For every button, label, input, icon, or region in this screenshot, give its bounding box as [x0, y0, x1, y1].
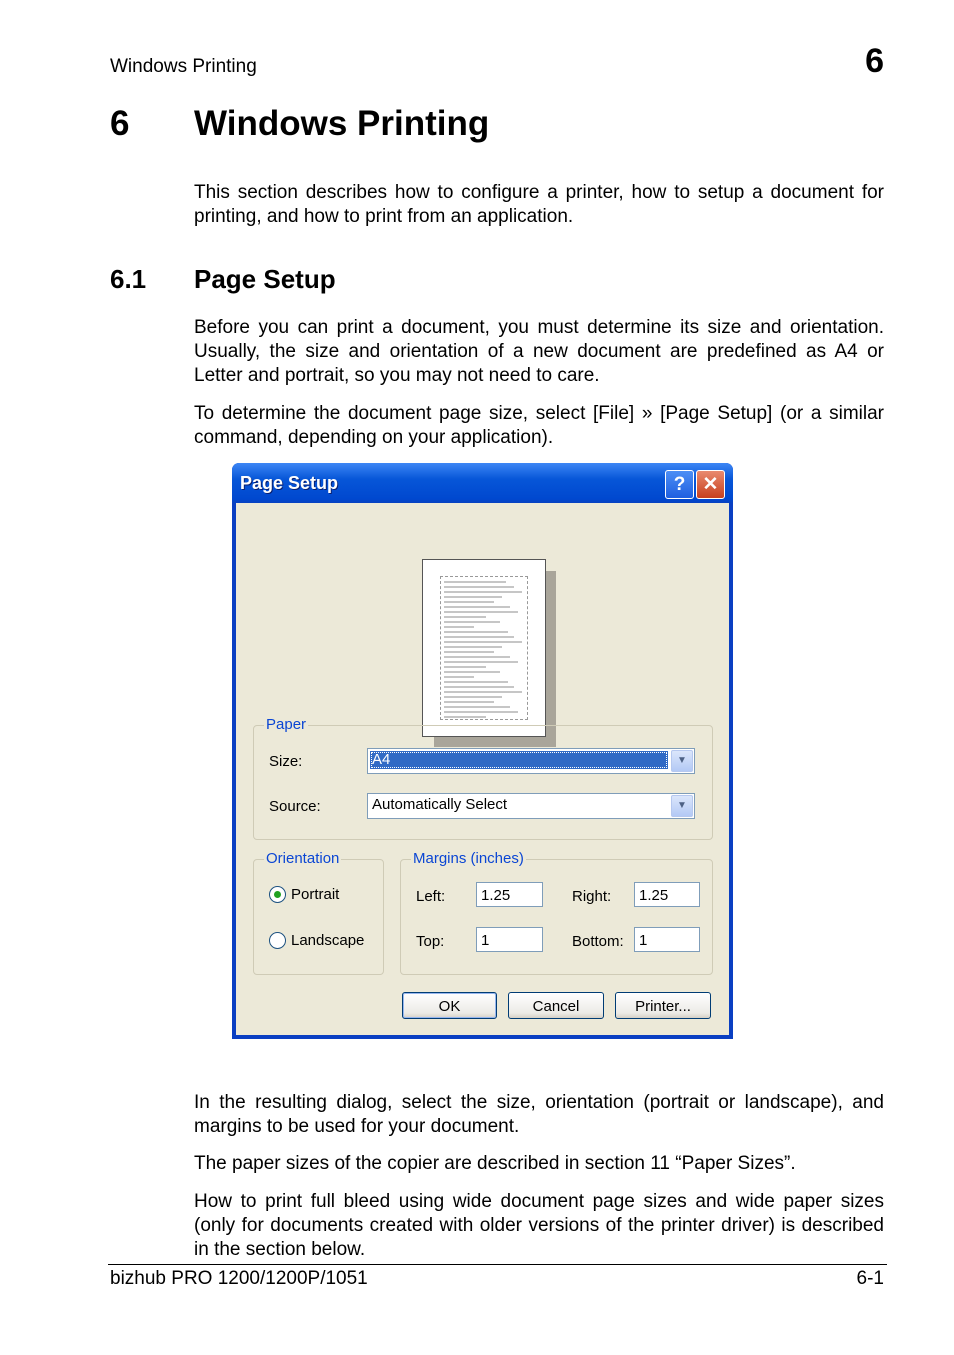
paper-group	[253, 716, 713, 840]
page-setup-dialog	[232, 463, 733, 1039]
paragraph-resulting-dialog: In the resulting dialog, select the size, orientation (portrait or landscape), and margins to be used for your document.	[194, 1092, 884, 1137]
cancel-button[interactable]: Cancel	[508, 992, 604, 1019]
preview-text-line	[444, 651, 494, 653]
preview-text-line	[444, 611, 518, 613]
preview-text-line	[444, 681, 508, 683]
paragraph-full-bleed: How to print full bleed using wide document page sizes and wide paper sizes (only for documents created with older versions of the printer driver) is described in the section below.	[194, 1191, 884, 1260]
preview-text-line	[444, 596, 502, 598]
section-heading	[110, 264, 336, 295]
footer-rule	[108, 1264, 887, 1265]
margins-group	[400, 850, 713, 975]
size-select[interactable]	[367, 748, 695, 774]
bottom-margin-input[interactable]: 1	[634, 927, 700, 952]
paragraph-page-setup-command: To determine the document page size, select [File] » [Page Setup] (or a similar command, depending on your application).	[194, 403, 884, 448]
preview-text-line	[444, 691, 522, 693]
paragraph-paper-sizes-reference: The paper sizes of the copier are described in section 11 “Paper Sizes”.	[194, 1153, 796, 1174]
bottom-margin-label: Bottom:	[572, 933, 624, 950]
printer-button[interactable]: Printer...	[615, 992, 711, 1019]
preview-text-line	[444, 606, 510, 608]
top-margin-label: Top:	[416, 933, 445, 950]
right-margin-label: Right:	[572, 888, 612, 905]
margins-group-label: Margins (inches)	[413, 850, 524, 867]
radio-selected-dot	[274, 891, 281, 898]
preview-text-line	[444, 636, 514, 638]
help-icon[interactable]: ?	[665, 470, 694, 499]
ok-button[interactable]: OK	[402, 992, 497, 1019]
chapter-number: 6	[110, 104, 130, 143]
chevron-down-icon[interactable]: ▼	[671, 795, 693, 817]
intro-paragraph: This section describes how to configure a printer, how to setup a document for printing, and how to print from an application.	[194, 182, 884, 227]
dialog-title: Page Setup	[240, 473, 339, 493]
preview-text-line	[444, 646, 502, 648]
running-header-title: Windows Printing	[110, 56, 257, 77]
preview-text-line	[444, 696, 502, 698]
source-label: Source:	[269, 798, 321, 815]
orientation-group	[253, 850, 384, 975]
paragraph-size-orientation: Before you can print a document, you must determine its size and orientation. Usually, the size and orientation of a new document are predefined as A4 or Letter and portrait, so you may not need to care.	[194, 317, 884, 386]
dialog-title-bar	[232, 463, 733, 503]
preview-text-line	[444, 641, 522, 643]
preview-text-line	[444, 586, 514, 588]
preview-text-line	[444, 676, 474, 678]
orientation-group-label: Orientation	[266, 850, 340, 867]
left-margin-label: Left:	[416, 888, 446, 905]
preview-text-line	[444, 656, 510, 658]
preview-text-line	[444, 591, 522, 593]
chapter-title: Windows Printing	[194, 104, 490, 143]
size-select-value: A4	[370, 751, 668, 769]
footer-page-number: 6-1	[856, 1268, 884, 1289]
paper-group-label: Paper	[266, 716, 307, 733]
left-margin-input[interactable]: 1.25	[476, 882, 543, 907]
preview-text-line	[444, 631, 508, 633]
preview-margin-box	[440, 576, 528, 720]
right-margin-input[interactable]: 1.25	[634, 882, 700, 907]
preview-text-line	[444, 661, 518, 663]
preview-text-line	[444, 701, 494, 703]
section-number: 6.1	[110, 264, 147, 294]
preview-text-line	[444, 711, 518, 713]
dialog-body	[236, 503, 729, 1035]
chevron-down-icon[interactable]: ▼	[671, 750, 693, 772]
page-preview	[422, 559, 546, 737]
running-header-chapter-number: 6	[865, 42, 884, 80]
source-select[interactable]	[367, 793, 695, 819]
top-margin-input[interactable]: 1	[476, 927, 543, 952]
preview-text-line	[444, 671, 500, 673]
section-title: Page Setup	[194, 264, 336, 294]
preview-text-line	[444, 621, 500, 623]
portrait-radio[interactable]	[269, 886, 286, 903]
close-icon[interactable]: ✕	[696, 470, 725, 499]
preview-text-line	[444, 686, 514, 688]
chapter-heading	[110, 104, 489, 144]
footer-product-name: bizhub PRO 1200/1200P/1051	[110, 1268, 368, 1289]
preview-text-line	[444, 616, 486, 618]
preview-text-line	[444, 706, 510, 708]
size-label: Size:	[269, 753, 303, 770]
landscape-radio[interactable]	[269, 932, 286, 949]
source-select-value: Automatically Select	[372, 796, 508, 813]
portrait-label[interactable]: Portrait	[291, 886, 340, 903]
preview-text-line	[444, 601, 494, 603]
landscape-label[interactable]: Landscape	[291, 932, 365, 949]
preview-text-line	[444, 626, 474, 628]
preview-text-line	[444, 581, 506, 583]
preview-text-line	[444, 716, 486, 718]
preview-text-line	[444, 666, 486, 668]
